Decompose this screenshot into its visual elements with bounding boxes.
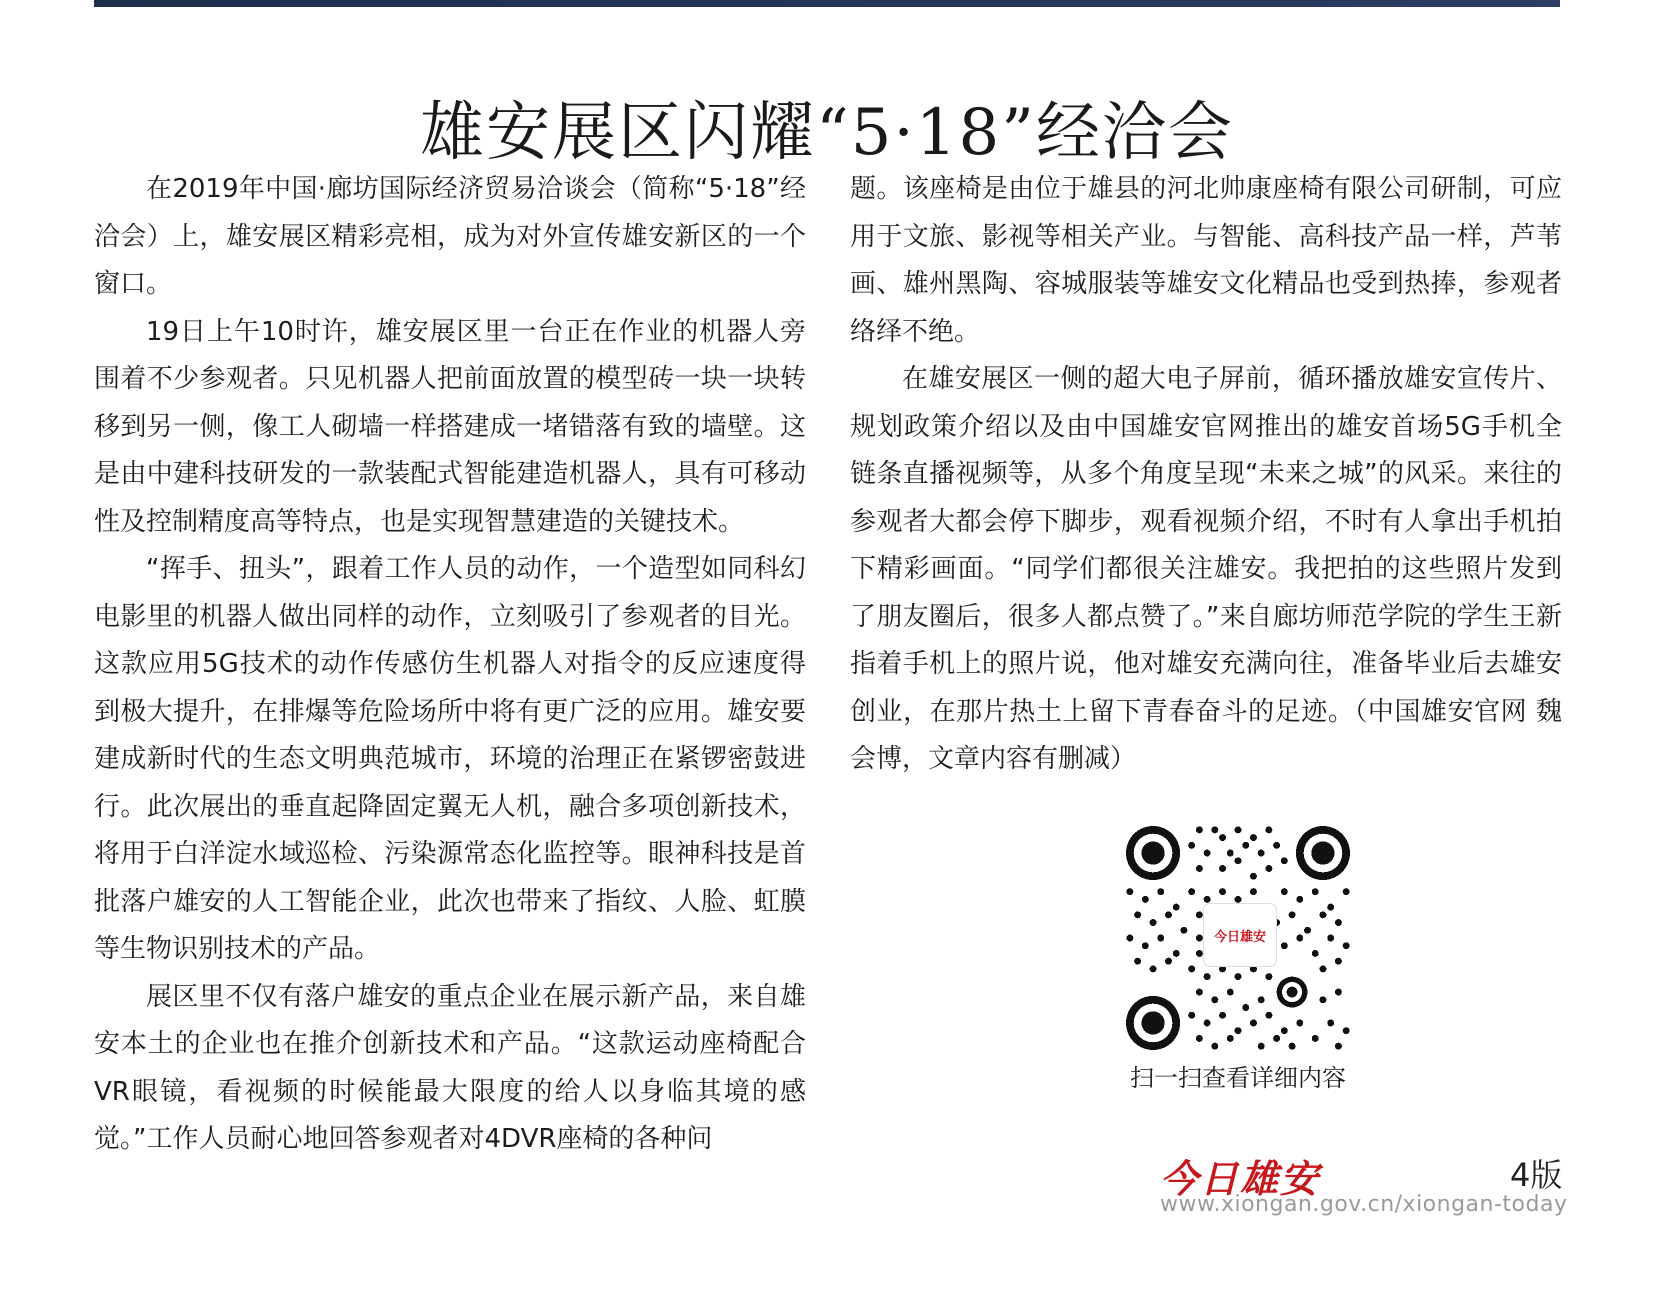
article-paragraph-4-continued: 题。该座椅是由位于雄县的河北帅康座椅有限公司研制，可应用于文旅、影视等相关产业。与智能、高科技产品一样，芦苇画、雄州黑陶、容城服装等雄安文化精品也受到热捧，参观者络绎不绝。: [850, 174, 1562, 347]
qr-caption: 扫一扫查看详细内容: [1130, 1064, 1346, 1092]
article-paragraph-1: 在2019年中国·廊坊国际经济贸易洽谈会（简称“5·18”经洽会）上，雄安展区精彩亮相，成为对外宣传雄安新区的一个窗口。: [94, 174, 806, 299]
article-paragraph-4: 展区里不仅有落户雄安的重点企业在展示新产品，来自雄安本土的企业也在推介创新技术和产品。“这款运动座椅配合VR眼镜，看视频的时候能最大限度的给人以身临其境的感觉。”工作人员耐心地回答参观者对4DVR座椅的各种问: [94, 981, 806, 1154]
article-right-column: [850, 166, 1562, 784]
article-paragraph-2: 19日上午10时许，雄安展区里一台正在作业的机器人旁围着不少参观者。只见机器人把前面放置的模型砖一块一块转移到另一侧，像工人砌墙一样搭建成一堵错落有致的墙壁。这是由中建科技研发的一款装配式智能建造机器人，具有可移动性及控制精度高等特点，也是实现智慧建造的关键技术。: [94, 316, 806, 537]
qr-code[interactable]: [1126, 826, 1350, 1050]
article-left-column: [94, 166, 806, 1164]
site-url[interactable]: www.xiongan.gov.cn/xiongan-today: [1160, 1192, 1568, 1217]
page-number: 4版: [1510, 1156, 1563, 1194]
qr-logo-text: 今日雄安: [1213, 929, 1266, 945]
qr-code-block: [1108, 826, 1368, 1093]
article-paragraph-3: “挥手、扭头”，跟着工作人员的动作，一个造型如同科幻电影里的机器人做出同样的动作，立刻吸引了参观者的目光。这款应用5G技术的动作传感仿生机器人对指令的反应速度得到极大提升，在排爆等危险场所中将有更广泛的应用。雄安要建成新时代的生态文明典范城市，环境的治理正在紧锣密鼓进行。此次展出的垂直起降固定翼无人机，融合多项创新技术，将用于白洋淀水域巡检、污染源常态化监控等。眼神科技是首批落户雄安的人工智能企业，此次也带来了指纹、人脸、虹膜等生物识别技术的产品。: [94, 554, 806, 964]
article-paragraph-5: 在雄安展区一侧的超大电子屏前，循环播放雄安宣传片、规划政策介绍以及由中国雄安官网推出的雄安首场5G手机全链条直播视频等，从多个角度呈现“未来之城”的风采。来往的参观者大都会停下脚步，观看视频介绍，不时有人拿出手机拍下精彩画面。“同学们都很关注雄安。我把拍的这些照片发到了朋友圈后，很多人都点赞了。”来自廊坊师范学院的学生王新指着手机上的照片说，他对雄安充满向往，准备毕业后去雄安创业，在那片热土上留下青春奋斗的足迹。（中国雄安官网 魏会博，文章内容有删减）: [850, 364, 1562, 774]
brand-logo-text: 今日雄安: [1160, 1156, 1321, 1201]
page-title: 雄安展区闪耀“5·18”经洽会: [420, 95, 1234, 170]
top-divider-bar: [94, 0, 1560, 7]
qr-center-logo: [1204, 904, 1276, 966]
